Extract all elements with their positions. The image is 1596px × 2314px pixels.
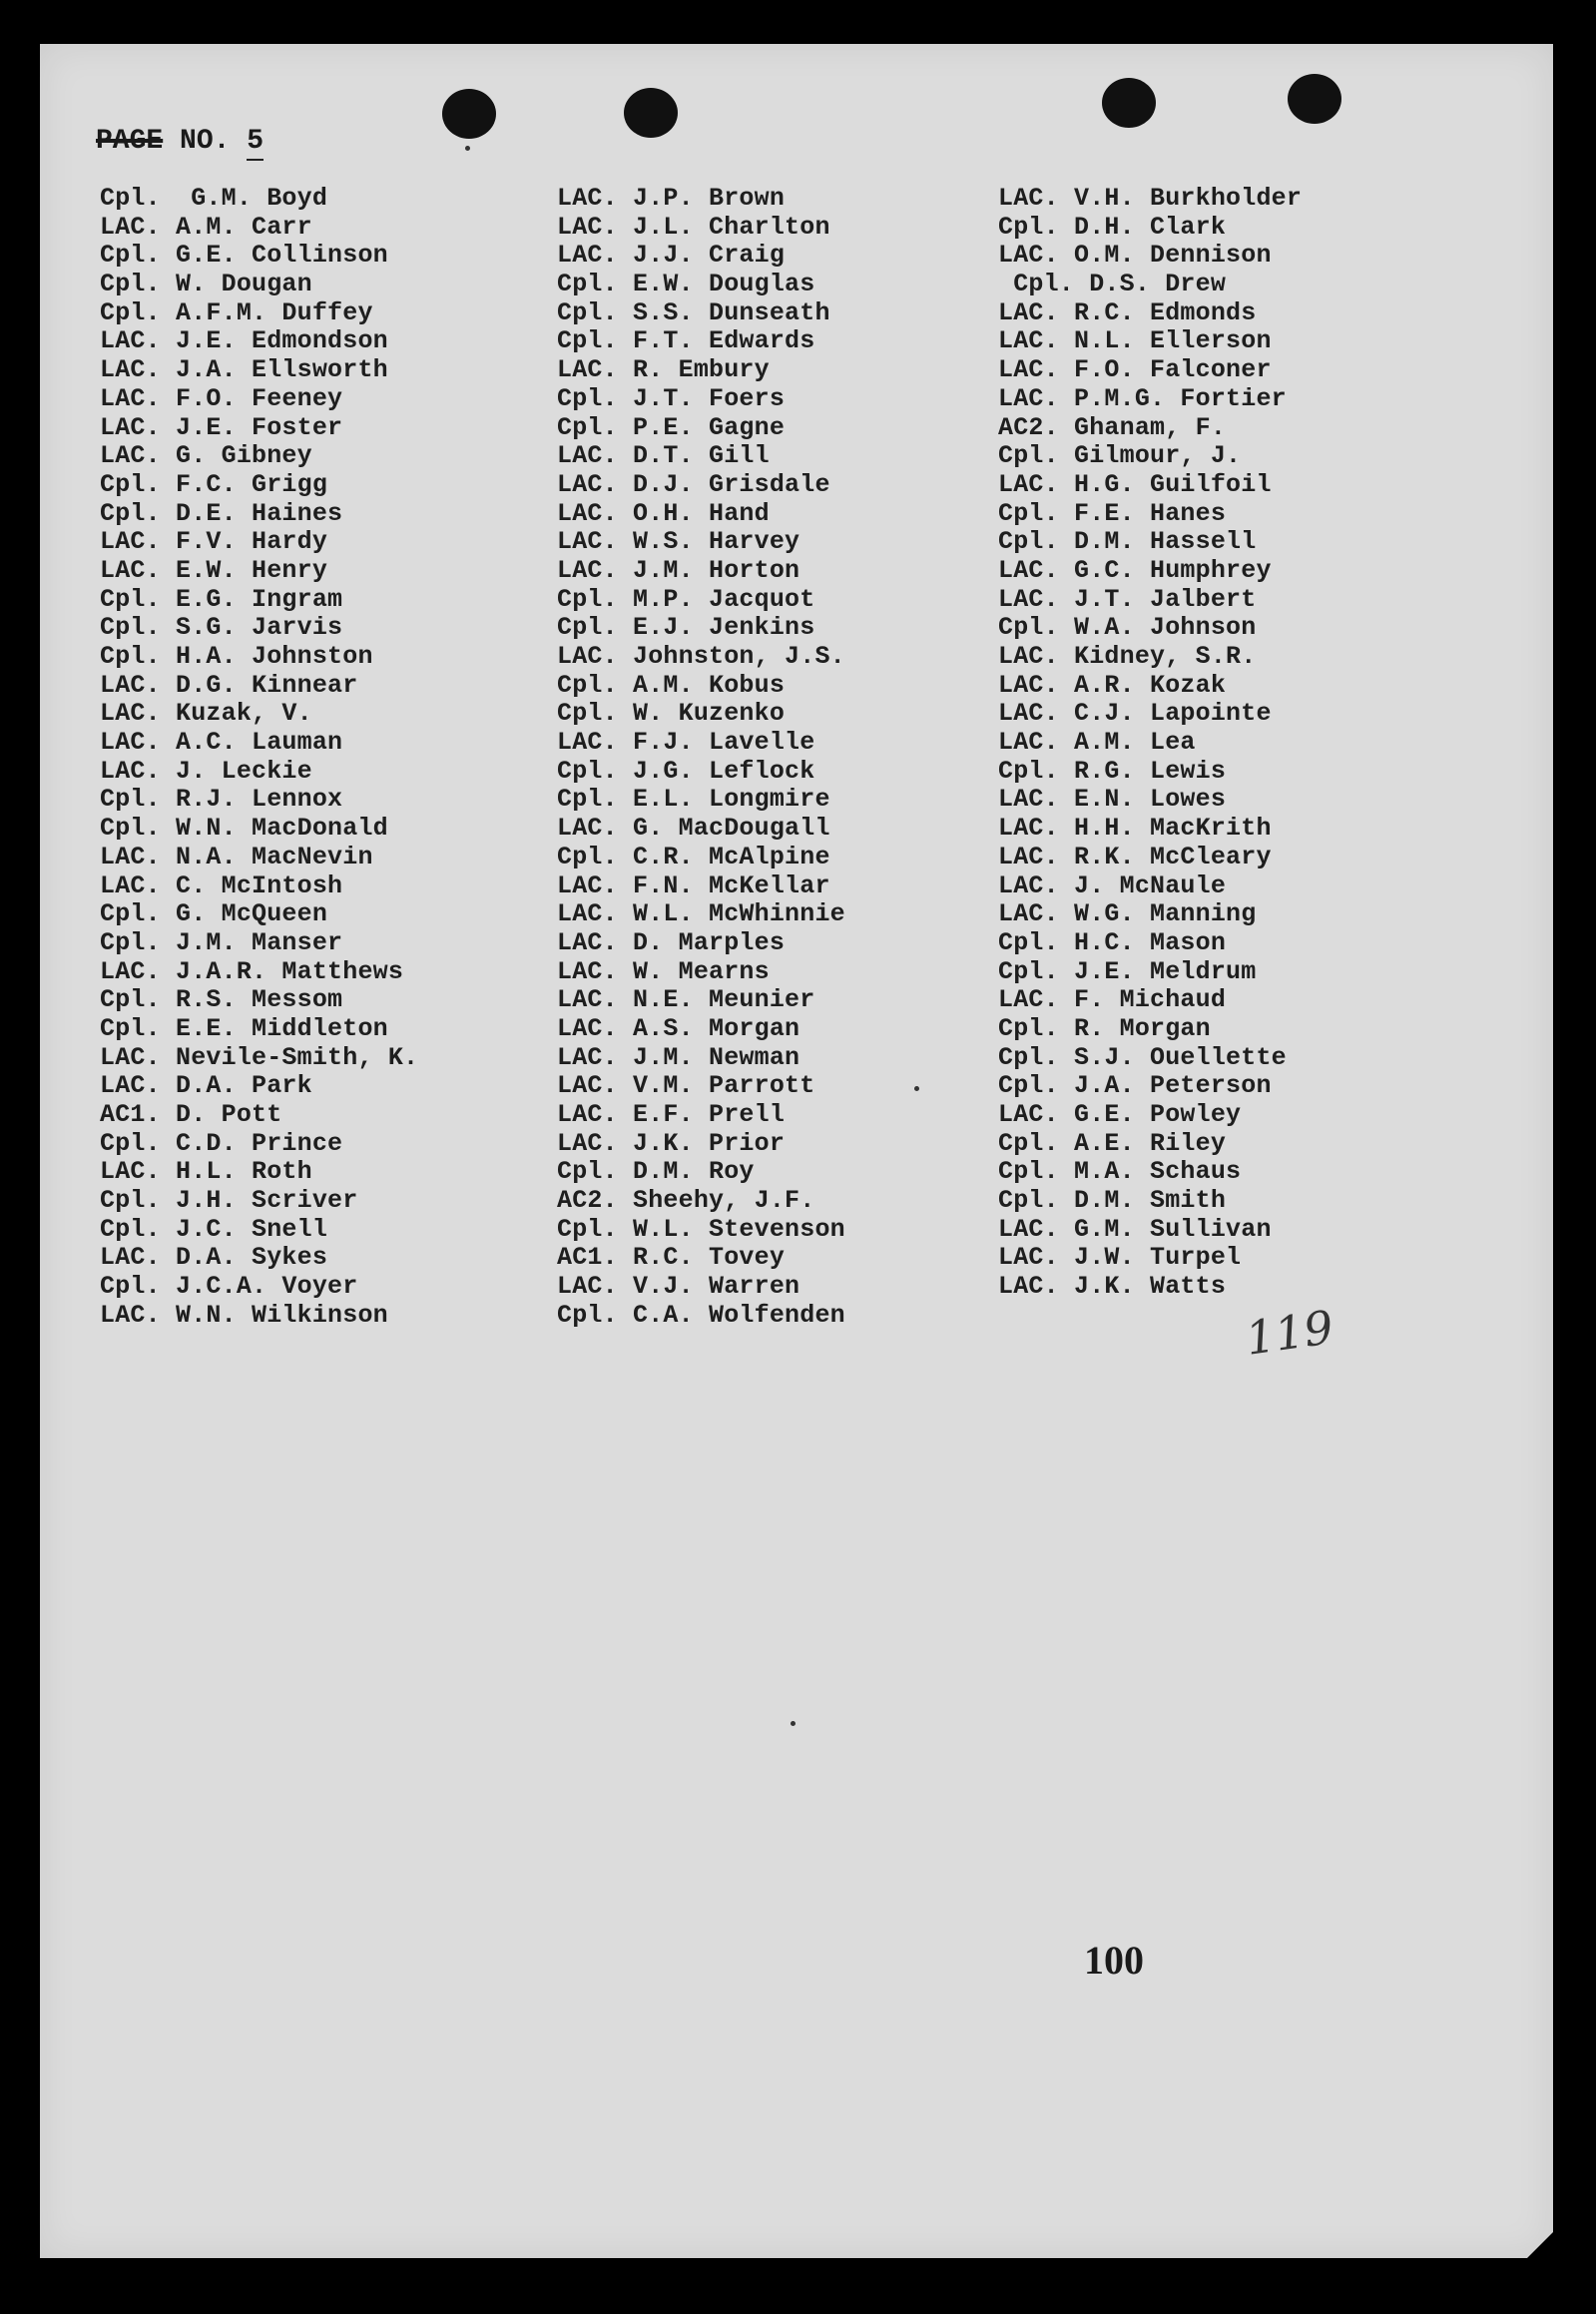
roster-entry: Cpl. R.J. Lennox bbox=[100, 785, 343, 815]
roster-entry: LAC. P.M.G. Fortier bbox=[998, 383, 1287, 413]
roster-entry: AC1. R.C. Tovey bbox=[557, 1243, 786, 1273]
roster-entry: LAC. J.E. Edmondson bbox=[100, 326, 388, 356]
roster-entry: LAC. F.V. Hardy bbox=[100, 527, 328, 557]
roster-entry: LAC. J.P. Brown bbox=[557, 184, 786, 213]
roster-entry: Cpl. A.M. Kobus bbox=[557, 670, 786, 700]
roster-entry: Cpl. F.C. Grigg bbox=[100, 469, 328, 499]
roster-entry: LAC. R.K. McCleary bbox=[998, 842, 1272, 871]
punch-hole bbox=[442, 89, 496, 139]
roster-entry: LAC. J.A.R. Matthews bbox=[100, 956, 404, 986]
roster-entry: Cpl. H.A. Johnston bbox=[100, 642, 373, 671]
ink-speck bbox=[914, 1086, 919, 1091]
roster-entry: LAC. E.F. Prell bbox=[557, 1100, 786, 1129]
roster-entry: LAC. D.A. Sykes bbox=[100, 1243, 328, 1273]
roster-entry: LAC. Kidney, S.R. bbox=[998, 642, 1257, 671]
punch-hole bbox=[1102, 78, 1156, 128]
handwritten-note: 119 bbox=[1242, 1300, 1337, 1366]
roster-entry: LAC. D.G. Kinnear bbox=[100, 670, 358, 700]
roster-entry: AC2. Ghanam, F. bbox=[998, 412, 1227, 442]
document-page bbox=[40, 44, 1553, 2258]
roster-entry: LAC. J.K. Watts bbox=[998, 1272, 1227, 1302]
roster-entry: LAC. A.R. Kozak bbox=[998, 670, 1227, 700]
roster-entry: Cpl. W. Dougan bbox=[100, 270, 312, 299]
roster-entry: Cpl. J.C.A. Voyer bbox=[100, 1272, 358, 1302]
roster-entry: LAC. D. Marples bbox=[557, 927, 786, 957]
roster-entry: LAC. G. MacDougall bbox=[557, 814, 830, 844]
roster-entry: Cpl. S.G. Jarvis bbox=[100, 613, 343, 643]
roster-entry: LAC. O.M. Dennison bbox=[998, 241, 1272, 271]
roster-entry: LAC. J. McNaule bbox=[998, 870, 1227, 900]
roster-entry: Cpl. C.R. McAlpine bbox=[557, 842, 830, 871]
roster-entry: LAC. D.J. Grisdale bbox=[557, 469, 830, 499]
roster-entry: Cpl. J.G. Leflock bbox=[557, 756, 815, 786]
ink-speck bbox=[465, 146, 470, 151]
roster-entry: LAC. W.N. Wilkinson bbox=[100, 1300, 388, 1330]
ink-speck bbox=[791, 1721, 796, 1726]
roster-entry: LAC. F.N. McKellar bbox=[557, 870, 830, 900]
roster-entry: LAC. H.G. Guilfoil bbox=[998, 469, 1272, 499]
roster-entry: LAC. G.M. Sullivan bbox=[998, 1214, 1272, 1244]
roster-entry: Cpl. W.L. Stevenson bbox=[557, 1214, 845, 1244]
roster-entry: Cpl. G. McQueen bbox=[100, 899, 328, 929]
page-header bbox=[96, 126, 264, 157]
roster-entry: Cpl. D.M. Roy bbox=[557, 1157, 755, 1187]
roster-entry: LAC. G.E. Powley bbox=[998, 1100, 1242, 1129]
roster-column-2 bbox=[557, 185, 845, 1331]
header-label: NO. bbox=[180, 126, 231, 157]
roster-column-3 bbox=[998, 185, 1302, 1302]
roster-entry: AC2. Sheehy, J.F. bbox=[557, 1186, 815, 1216]
roster-entry: LAC. D.T. Gill bbox=[557, 441, 770, 471]
roster-entry: Cpl. E.E. Middleton bbox=[100, 1013, 388, 1043]
roster-entry: LAC. D.A. Park bbox=[100, 1071, 312, 1101]
roster-entry: Cpl. W.N. MacDonald bbox=[100, 814, 388, 844]
roster-entry: LAC. N.L. Ellerson bbox=[998, 326, 1272, 356]
roster-entry: LAC. G. Gibney bbox=[100, 441, 312, 471]
roster-column-1 bbox=[100, 185, 418, 1331]
roster-entry: LAC. V.J. Warren bbox=[557, 1272, 800, 1302]
punch-hole bbox=[624, 88, 678, 138]
roster-entry: LAC. J. Leckie bbox=[100, 756, 312, 786]
roster-entry: Cpl. R.S. Messom bbox=[100, 985, 343, 1015]
roster-entry: Cpl. J.M. Manser bbox=[100, 927, 343, 957]
roster-entry: Cpl. M.A. Schaus bbox=[998, 1157, 1242, 1187]
roster-entry: LAC. J.K. Prior bbox=[557, 1128, 786, 1158]
roster-entry: LAC. Kuzak, V. bbox=[100, 699, 312, 729]
roster-entry: LAC. C.J. Lapointe bbox=[998, 699, 1272, 729]
roster-entry: Cpl. P.E. Gagne bbox=[557, 412, 786, 442]
roster-entry: Cpl. D.M. Smith bbox=[998, 1186, 1227, 1216]
roster-entry: LAC. H.L. Roth bbox=[100, 1157, 312, 1187]
roster-entry: LAC. R.C. Edmonds bbox=[998, 297, 1257, 327]
roster-entry: LAC. J.T. Jalbert bbox=[998, 584, 1257, 614]
roster-entry: Cpl. J.C. Snell bbox=[100, 1214, 328, 1244]
roster-entry: Cpl. J.H. Scriver bbox=[100, 1186, 358, 1216]
roster-entry: Cpl. D.M. Hassell bbox=[998, 527, 1257, 557]
roster-entry: AC1. D. Pott bbox=[100, 1100, 282, 1129]
roster-entry: LAC. Johnston, J.S. bbox=[557, 642, 845, 671]
roster-entry: LAC. N.E. Meunier bbox=[557, 985, 815, 1015]
roster-entry: LAC. Nevile-Smith, K. bbox=[100, 1042, 419, 1072]
roster-entry: LAC. J.W. Turpel bbox=[998, 1243, 1242, 1273]
roster-entry: Cpl. R.G. Lewis bbox=[998, 756, 1227, 786]
roster-entry: LAC. F.O. Falconer bbox=[998, 355, 1272, 385]
roster-entry: LAC. H.H. MacKrith bbox=[998, 814, 1272, 844]
roster-entry: Cpl. D.H. Clark bbox=[998, 212, 1227, 242]
roster-entry: Cpl. F.T. Edwards bbox=[557, 326, 815, 356]
roster-entry: LAC. J.E. Foster bbox=[100, 412, 343, 442]
roster-entry: LAC. F. Michaud bbox=[998, 985, 1227, 1015]
roster-entry: LAC. W.G. Manning bbox=[998, 899, 1257, 929]
roster-entry: Cpl. J.E. Meldrum bbox=[998, 956, 1257, 986]
roster-entry: LAC. J.L. Charlton bbox=[557, 212, 830, 242]
roster-entry: Cpl. G.E. Collinson bbox=[100, 241, 388, 271]
roster-entry: Cpl. D.S. Drew bbox=[998, 270, 1227, 299]
roster-entry: Cpl. C.D. Prince bbox=[100, 1128, 343, 1158]
roster-entry: Cpl. W.A. Johnson bbox=[998, 613, 1257, 643]
roster-entry: Cpl. S.S. Dunseath bbox=[557, 297, 830, 327]
roster-entry: LAC. V.M. Parrott bbox=[557, 1071, 815, 1101]
header-page-number: 5 bbox=[247, 126, 264, 161]
page-number: 100 bbox=[1084, 1938, 1144, 1983]
roster-entry: Cpl. D.E. Haines bbox=[100, 498, 343, 528]
roster-entry: Cpl. A.F.M. Duffey bbox=[100, 297, 373, 327]
roster-entry: Cpl. J.A. Peterson bbox=[998, 1071, 1272, 1101]
roster-entry: LAC. J.M. Newman bbox=[557, 1042, 800, 1072]
roster-entry: LAC. E.N. Lowes bbox=[998, 785, 1227, 815]
roster-entry: LAC. J.A. Ellsworth bbox=[100, 355, 388, 385]
roster-entry: LAC. G.C. Humphrey bbox=[998, 555, 1272, 585]
roster-entry: LAC. O.H. Hand bbox=[557, 498, 770, 528]
roster-entry: Cpl. C.A. Wolfenden bbox=[557, 1300, 845, 1330]
roster-entry: Cpl. S.J. Ouellette bbox=[998, 1042, 1287, 1072]
roster-entry: LAC. J.M. Horton bbox=[557, 555, 800, 585]
punch-hole bbox=[1288, 74, 1341, 124]
roster-entry: LAC. F.J. Lavelle bbox=[557, 728, 815, 758]
roster-entry: Cpl. E.W. Douglas bbox=[557, 270, 815, 299]
roster-entry: LAC. E.W. Henry bbox=[100, 555, 328, 585]
roster-entry: Cpl. F.E. Hanes bbox=[998, 498, 1227, 528]
roster-entry: Cpl. G.M. Boyd bbox=[100, 184, 328, 213]
roster-entry: Cpl. H.C. Mason bbox=[998, 927, 1227, 957]
roster-entry: Cpl. R. Morgan bbox=[998, 1013, 1211, 1043]
struck-word: PAGE bbox=[96, 126, 164, 157]
roster-entry: LAC. A.M. Lea bbox=[998, 728, 1196, 758]
roster-entry: LAC. J.J. Craig bbox=[557, 241, 786, 271]
roster-entry: Cpl. M.P. Jacquot bbox=[557, 584, 815, 614]
roster-entry: LAC. F.O. Feeney bbox=[100, 383, 343, 413]
roster-entry: Cpl. E.J. Jenkins bbox=[557, 613, 815, 643]
roster-entry: LAC. A.C. Lauman bbox=[100, 728, 343, 758]
roster-entry: LAC. N.A. MacNevin bbox=[100, 842, 373, 871]
roster-entry: LAC. W.S. Harvey bbox=[557, 527, 800, 557]
roster-entry: LAC. A.S. Morgan bbox=[557, 1013, 800, 1043]
roster-entry: Cpl. E.L. Longmire bbox=[557, 785, 830, 815]
roster-entry: Cpl. E.G. Ingram bbox=[100, 584, 343, 614]
roster-entry: Cpl. W. Kuzenko bbox=[557, 699, 786, 729]
roster-entry: LAC. V.H. Burkholder bbox=[998, 184, 1303, 213]
roster-entry: LAC. R. Embury bbox=[557, 355, 770, 385]
roster-entry: Cpl. Gilmour, J. bbox=[998, 441, 1242, 471]
roster-entry: LAC. C. McIntosh bbox=[100, 870, 343, 900]
roster-entry: LAC. A.M. Carr bbox=[100, 212, 312, 242]
roster-entry: Cpl. A.E. Riley bbox=[998, 1128, 1227, 1158]
roster-entry: LAC. W. Mearns bbox=[557, 956, 770, 986]
roster-entry: LAC. W.L. McWhinnie bbox=[557, 899, 845, 929]
folded-corner bbox=[1527, 2232, 1553, 2258]
roster-entry: Cpl. J.T. Foers bbox=[557, 383, 786, 413]
